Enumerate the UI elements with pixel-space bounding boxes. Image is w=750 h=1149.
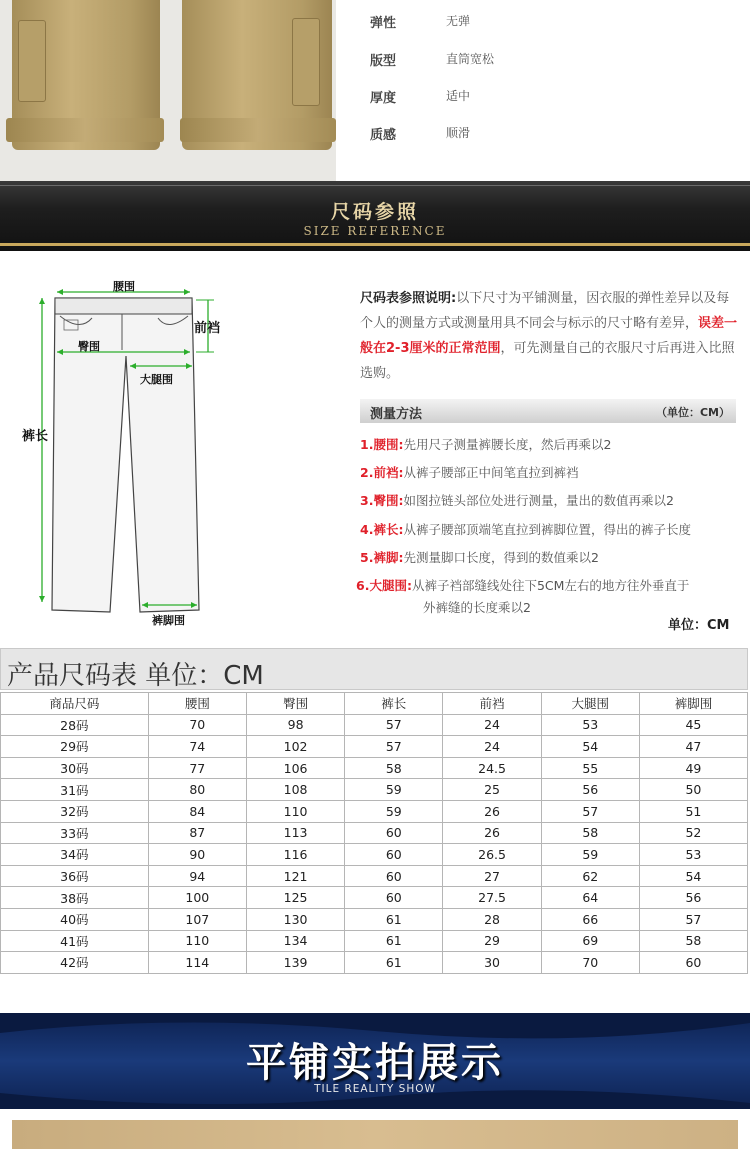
measurement-cell: 61	[345, 952, 443, 974]
measurement-cell: 57	[345, 736, 443, 758]
table-row	[1, 865, 748, 887]
measurement-cell: 62	[541, 865, 639, 887]
measurement-cell: 56	[639, 887, 747, 909]
measurement-cell: 69	[541, 930, 639, 952]
size-note	[360, 286, 740, 386]
attr-value: 无弹	[446, 14, 471, 28]
measurement-cell: 60	[345, 887, 443, 909]
measurement-cell: 102	[246, 736, 344, 758]
measurement-cell: 100	[148, 887, 246, 909]
measurement-cell: 50	[639, 779, 747, 801]
table-row	[1, 930, 748, 952]
measurement-cell: 90	[148, 844, 246, 866]
measurement-cell: 30	[443, 952, 541, 974]
measurement-cell: 57	[541, 800, 639, 822]
measurement-cell: 58	[345, 757, 443, 779]
size-table-body	[1, 714, 748, 973]
measurement-cell: 74	[148, 736, 246, 758]
measure-method-title: 测量方法	[370, 407, 423, 422]
cargo-pocket	[18, 20, 46, 102]
measure-step	[360, 435, 611, 453]
column-header: 前裆	[443, 693, 541, 715]
measurement-cell: 24	[443, 714, 541, 736]
measurement-cell: 121	[246, 865, 344, 887]
banner-title-en: SIZE REFERENCE	[303, 224, 447, 238]
measurement-cell: 114	[148, 952, 246, 974]
size-table	[0, 692, 748, 974]
table-row	[1, 952, 748, 974]
column-header: 腰围	[148, 693, 246, 715]
tile-show-title-cn: 平铺实拍展示	[246, 1040, 504, 1086]
measurement-cell: 27	[443, 865, 541, 887]
measurement-cell: 61	[345, 908, 443, 930]
measurement-cell: 70	[148, 714, 246, 736]
measurement-cell: 53	[639, 844, 747, 866]
step-text: 从裤子裆部缝线处往下5CM左右的地方往外垂直于	[411, 578, 690, 593]
measurement-cell: 26	[443, 800, 541, 822]
step-text: 先用尺子测量裤腰长度，然后再乘以2	[403, 437, 612, 452]
measurement-cell: 58	[639, 930, 747, 952]
label-waist: 腰围	[113, 280, 135, 293]
measurement-cell: 51	[639, 800, 747, 822]
step-text: 从裤子腰部正中间笔直拉到裤裆	[403, 465, 579, 480]
size-cell: 34码	[1, 844, 149, 866]
table-header-row	[1, 693, 748, 715]
table-row	[1, 757, 748, 779]
measurement-cell: 54	[639, 865, 747, 887]
measurement-cell: 64	[541, 887, 639, 909]
table-row	[1, 779, 748, 801]
size-cell: 33码	[1, 822, 149, 844]
measurement-cell: 116	[246, 844, 344, 866]
measurement-cell: 58	[541, 822, 639, 844]
step-label: 6.大腿围:	[356, 578, 412, 593]
measurement-cell: 59	[541, 844, 639, 866]
size-cell: 40码	[1, 908, 149, 930]
column-header: 臀围	[246, 693, 344, 715]
unit-label: 单位：CM	[668, 618, 730, 633]
banner-divider	[0, 243, 750, 246]
measurement-cell: 139	[246, 952, 344, 974]
measurement-cell: 27.5	[443, 887, 541, 909]
fabric-photo-strip	[12, 1120, 738, 1149]
column-header: 裤长	[345, 693, 443, 715]
measurement-cell: 59	[345, 800, 443, 822]
size-cell: 29码	[1, 736, 149, 758]
measurement-cell: 24	[443, 736, 541, 758]
measurement-cell: 61	[345, 930, 443, 952]
size-note-warning: 误差一般在2-3厘米的正常范围	[360, 316, 738, 356]
measurement-cell: 45	[639, 714, 747, 736]
attr-label: 弹性	[370, 16, 397, 31]
measurement-cell: 53	[541, 714, 639, 736]
measurement-cell: 26	[443, 822, 541, 844]
measure-step	[360, 548, 599, 566]
measurement-cell: 29	[443, 930, 541, 952]
table-row	[1, 887, 748, 909]
left-cuff	[6, 118, 164, 142]
measure-step-continued	[423, 598, 531, 616]
measurement-cell: 110	[246, 800, 344, 822]
measurement-cell: 98	[246, 714, 344, 736]
measurement-cell: 52	[639, 822, 747, 844]
measure-step	[360, 463, 578, 481]
step-text: 从裤子腰部顶端笔直拉到裤脚位置，得出的裤子长度	[403, 522, 691, 537]
table-row	[1, 714, 748, 736]
measurement-cell: 66	[541, 908, 639, 930]
measure-step	[356, 576, 689, 594]
measurement-cell: 57	[345, 714, 443, 736]
size-note-head: 尺码表参照说明:	[360, 291, 457, 306]
cargo-pocket	[292, 18, 320, 106]
label-rise: 前裆	[194, 321, 221, 336]
table-row	[1, 908, 748, 930]
step-text: 外裤缝的长度乘以2	[423, 600, 531, 615]
size-table-title: 产品尺码表 单位：CM	[7, 661, 264, 691]
tile-show-banner	[0, 1013, 750, 1109]
measurement-cell: 106	[246, 757, 344, 779]
product-photo	[0, 0, 336, 181]
size-note-text: 以下尺寸为平铺测量，因衣服的弹性差异以及每个人的测量方式或测量用具不同会与标示的尺寸略有差异，	[360, 291, 730, 331]
measurement-cell: 28	[443, 908, 541, 930]
size-cell: 38码	[1, 887, 149, 909]
measure-method-unit: （单位：CM）	[655, 406, 730, 419]
step-label: 5.裤脚:	[360, 550, 404, 565]
measurement-cell: 113	[246, 822, 344, 844]
step-label: 4.裤长:	[360, 522, 404, 537]
attr-value: 直筒宽松	[446, 52, 495, 66]
measure-method-bar	[360, 399, 736, 423]
attr-value: 顺滑	[446, 126, 471, 140]
measurement-cell: 56	[541, 779, 639, 801]
size-cell: 32码	[1, 800, 149, 822]
measurement-cell: 60	[345, 865, 443, 887]
label-hem: 裤脚围	[152, 614, 185, 627]
table-row	[1, 736, 748, 758]
length-arrow	[39, 298, 45, 602]
column-header: 大腿围	[541, 693, 639, 715]
measurement-cell: 26.5	[443, 844, 541, 866]
tile-show-title-en: TILE REALITY SHOW	[314, 1083, 436, 1095]
measurement-cell: 70	[541, 952, 639, 974]
label-hip: 臀围	[78, 340, 100, 353]
size-cell: 30码	[1, 757, 149, 779]
banner-title-cn: 尺码参照	[330, 201, 419, 223]
measurement-cell: 25	[443, 779, 541, 801]
measurement-cell: 60	[345, 822, 443, 844]
measurement-cell: 24.5	[443, 757, 541, 779]
measurement-cell: 94	[148, 865, 246, 887]
measure-step	[360, 491, 674, 509]
attr-label: 版型	[370, 54, 397, 69]
step-text: 如图拉链头部位处进行测量，量出的数值再乘以2	[403, 493, 674, 508]
table-row	[1, 844, 748, 866]
right-cuff	[180, 118, 336, 142]
step-label: 1.腰围:	[360, 437, 404, 452]
measurement-cell: 77	[148, 757, 246, 779]
measurement-cell: 125	[246, 887, 344, 909]
column-header: 裤脚围	[639, 693, 747, 715]
size-cell: 28码	[1, 714, 149, 736]
table-row	[1, 822, 748, 844]
attr-label: 厚度	[370, 91, 397, 106]
measurement-cell: 47	[639, 736, 747, 758]
measurement-cell: 110	[148, 930, 246, 952]
size-note-text: ，可先测量自己的衣服尺寸后再进入比照选购。	[360, 341, 735, 381]
measurement-cell: 87	[148, 822, 246, 844]
measurement-cell: 108	[246, 779, 344, 801]
size-reference-banner	[0, 181, 750, 251]
column-header: 商品尺码	[1, 693, 149, 715]
measure-step	[360, 520, 691, 538]
table-row	[1, 800, 748, 822]
measurement-cell: 84	[148, 800, 246, 822]
attr-label: 质感	[370, 128, 397, 143]
measurement-cell: 80	[148, 779, 246, 801]
measurement-cell: 60	[345, 844, 443, 866]
measurement-cell: 107	[148, 908, 246, 930]
size-cell: 42码	[1, 952, 149, 974]
size-cell: 36码	[1, 865, 149, 887]
measurement-cell: 130	[246, 908, 344, 930]
step-text: 先测量脚口长度，得到的数值乘以2	[403, 550, 599, 565]
measurement-cell: 55	[541, 757, 639, 779]
measurement-cell: 49	[639, 757, 747, 779]
measurement-cell: 54	[541, 736, 639, 758]
label-thigh: 大腿围	[140, 373, 173, 386]
step-label: 3.臀围:	[360, 493, 404, 508]
attr-value: 适中	[446, 89, 471, 103]
size-table-title-bar	[0, 648, 748, 690]
label-length: 裤长	[22, 429, 49, 444]
pants-diagram	[0, 270, 240, 635]
measurement-cell: 57	[639, 908, 747, 930]
measurement-cell: 60	[639, 952, 747, 974]
step-label: 2.前裆:	[360, 465, 404, 480]
measurement-cell: 134	[246, 930, 344, 952]
measurement-cell: 59	[345, 779, 443, 801]
size-cell: 41码	[1, 930, 149, 952]
banner-divider	[0, 185, 750, 186]
size-cell: 31码	[1, 779, 149, 801]
